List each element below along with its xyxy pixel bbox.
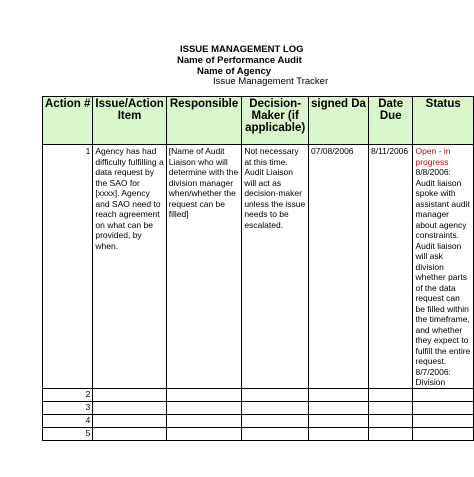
- status-open-label: Open - in progress: [415, 146, 451, 167]
- col-decision-maker: Decision-Maker (if applicable): [242, 97, 309, 145]
- audit-name: Name of Performance Audit: [177, 55, 302, 66]
- status-notes: 8/8/2006: Audit liaison spoke with assistant audit manager about agency constraints. Audit liaison will ask division whether parts of the data request can be filled within the timeframe, and whether they expect to fulfill the entire request. 8/7/2006: Division: [415, 167, 471, 387]
- col-issue-action-item: Issue/Action Item: [93, 97, 166, 145]
- due-date-cell: 8/11/2006: [368, 145, 413, 389]
- log-title: ISSUE MANAGEMENT LOG: [180, 44, 304, 55]
- issue-log-table: [42, 96, 474, 441]
- col-status: Status: [413, 97, 474, 145]
- responsible-cell: [Name of Audit Liaison who will determine with the division manager when/whether the request can be filled]: [166, 145, 242, 389]
- agency-name: Name of Agency: [197, 66, 272, 77]
- row-number: 3: [43, 401, 93, 414]
- col-assigned-date: signed Da: [308, 97, 368, 145]
- row-number: 4: [43, 414, 93, 427]
- assigned-date-cell: 07/08/2006: [308, 145, 368, 389]
- table-row: [43, 427, 474, 440]
- status-cell: [413, 145, 474, 389]
- col-action-num: Action #: [43, 97, 93, 145]
- table-row: [43, 414, 474, 427]
- tracker-label: Issue Management Tracker: [213, 76, 329, 87]
- table-row: [43, 145, 474, 389]
- issue-cell: Agency has had difficulty fulfilling a data request by the SAO for [xxxx]. Agency and SAO need to reach agreement on what can be provided, by when.: [93, 145, 166, 389]
- col-responsible: Responsible: [166, 97, 242, 145]
- table-header-row: [43, 97, 474, 145]
- decision-maker-cell: Not necessary at this time. Audit Liaison will act as decision-maker unless the issue needs to be escalated.: [242, 145, 309, 389]
- col-date-due: Date Due: [368, 97, 413, 145]
- row-number: 2: [43, 388, 93, 401]
- row-number: 1: [43, 145, 93, 389]
- row-number: 5: [43, 427, 93, 440]
- table-row: [43, 388, 474, 401]
- table-row: [43, 401, 474, 414]
